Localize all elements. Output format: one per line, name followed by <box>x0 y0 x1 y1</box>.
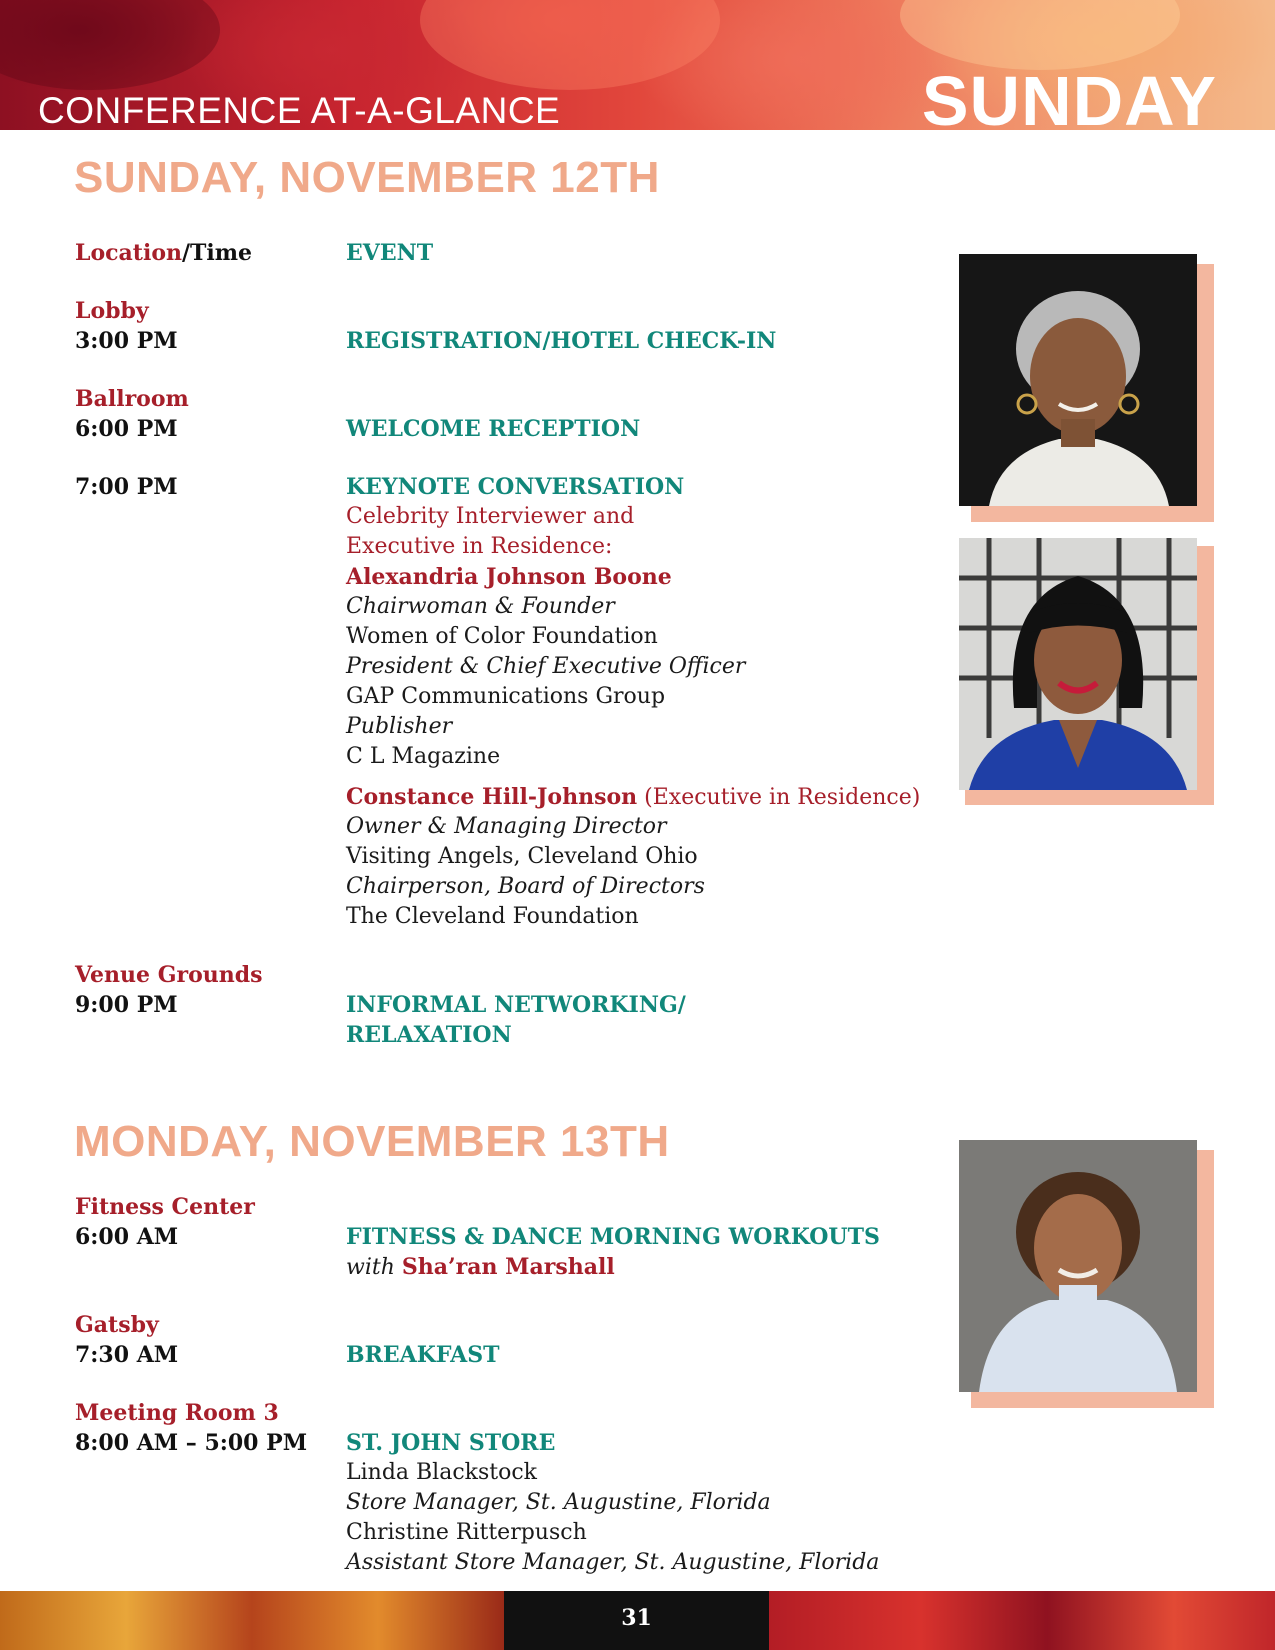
speaker-photo-2 <box>959 538 1214 805</box>
portrait-image <box>959 538 1197 790</box>
speaker-title: Chairwoman & Founder <box>346 594 615 619</box>
speaker-title: President & Chief Executive Officer <box>346 654 746 679</box>
time-label: 7:00 PM <box>75 474 178 500</box>
event-intro: Executive in Residence: <box>346 534 613 559</box>
event-title: FITNESS & DANCE MORNING WORKOUTS <box>346 1224 880 1250</box>
event-title: BREAKFAST <box>346 1342 500 1368</box>
event-title: INFORMAL NETWORKING/ <box>346 992 686 1018</box>
banner-texture <box>0 0 220 90</box>
portrait-image <box>959 1140 1197 1392</box>
speaker-heading <box>346 786 920 809</box>
staff-name: Christine Ritterpusch <box>346 1520 587 1545</box>
day-heading-sunday: SUNDAY, NOVEMBER 12TH <box>74 153 660 202</box>
location-label: Venue Grounds <box>75 962 263 988</box>
portrait-image <box>959 254 1197 506</box>
speaker-role-note: (Executive in Residence) <box>637 785 921 810</box>
header-banner <box>0 0 1275 130</box>
banner-texture <box>900 0 1180 70</box>
speaker-photo-1 <box>959 254 1214 524</box>
location-label: Meeting Room 3 <box>75 1400 279 1426</box>
speaker-organization: Visiting Angels, Cleveland Ohio <box>346 844 698 869</box>
instructor-name: Sha’ran Marshall <box>401 1254 615 1280</box>
speaker-organization: GAP Communications Group <box>346 684 666 709</box>
footer-band <box>0 1591 1275 1650</box>
banner-texture <box>420 0 720 90</box>
event-instructor: with Sha’ran Marshall <box>346 1254 615 1280</box>
speaker-name: Constance Hill-Johnson <box>346 784 638 810</box>
time-label: 9:00 PM <box>75 992 178 1018</box>
column-header-event: EVENT <box>346 240 434 266</box>
speaker-organization: The Cleveland Foundation <box>346 904 639 929</box>
staff-title: Assistant Store Manager, St. Augustine, Florida <box>346 1550 880 1575</box>
location-label: Gatsby <box>75 1312 159 1338</box>
time-label: 6:00 AM <box>75 1224 179 1250</box>
event-title: KEYNOTE CONVERSATION <box>346 474 685 500</box>
column-header-location: Location/Time <box>75 240 253 266</box>
speaker-title: Publisher <box>346 714 453 739</box>
day-label: SUNDAY <box>921 62 1217 130</box>
location-label: Ballroom <box>75 386 189 412</box>
footer-page-box <box>504 1591 769 1650</box>
event-title: ST. JOHN STORE <box>346 1430 556 1456</box>
event-title: WELCOME RECEPTION <box>346 416 641 442</box>
instructor-photo <box>959 1140 1214 1408</box>
time-label: 7:30 AM <box>75 1342 179 1368</box>
staff-title: Store Manager, St. Augustine, Florida <box>346 1490 771 1515</box>
section-title: CONFERENCE AT-A-GLANCE <box>38 90 561 130</box>
location-label: Fitness Center <box>75 1194 255 1220</box>
speaker-name: Alexandria Johnson Boone <box>346 564 672 590</box>
time-label: 3:00 PM <box>75 328 178 354</box>
footer-texture-left <box>0 1591 504 1650</box>
day-heading-monday: MONDAY, NOVEMBER 13TH <box>74 1117 670 1166</box>
event-title: REGISTRATION/HOTEL CHECK-IN <box>346 328 777 354</box>
footer-texture-right <box>769 1591 1275 1650</box>
time-label: 6:00 PM <box>75 416 178 442</box>
page-number: 31 <box>621 1605 652 1631</box>
staff-name: Linda Blackstock <box>346 1460 538 1485</box>
speaker-title: Chairperson, Board of Directors <box>346 874 705 899</box>
event-intro: Celebrity Interviewer and <box>346 504 635 529</box>
location-label: Lobby <box>75 298 149 324</box>
speaker-organization: Women of Color Foundation <box>346 624 658 649</box>
event-title: RELAXATION <box>346 1022 512 1048</box>
speaker-organization: C L Magazine <box>346 744 501 769</box>
speaker-title: Owner & Managing Director <box>346 814 667 839</box>
time-label: 8:00 AM – 5:00 PM <box>75 1430 308 1456</box>
